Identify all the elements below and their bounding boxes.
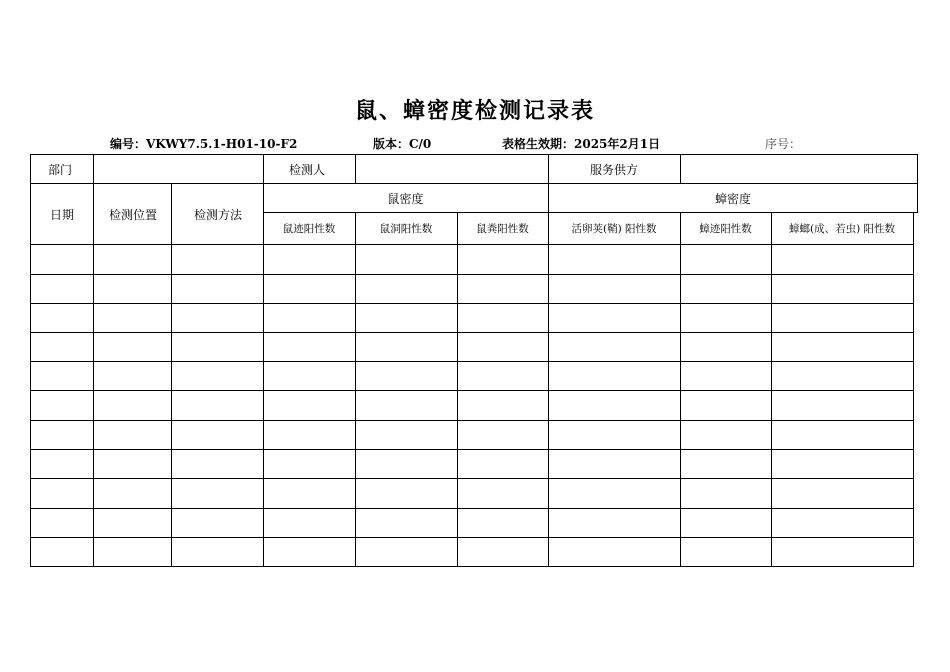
data-row-rules (30, 275, 914, 538)
form-version: 版本：C/0 (373, 137, 432, 151)
dept-label: 部门 (48, 162, 73, 177)
dept-field[interactable] (94, 155, 263, 183)
inspector-label: 检测人 (289, 162, 326, 177)
form-title: 鼠、蟑密度检测记录表 (354, 98, 595, 124)
col-header-rat-hole: 鼠洞阳性数 (379, 223, 433, 235)
rat-density-header: 鼠密度 (387, 191, 424, 206)
date-header: 日期 (49, 207, 74, 222)
col-header-ootheca: 活卵荚(鞘) 阳性数 (571, 223, 657, 235)
col-header-roach-track: 蟑迹阳性数 (699, 223, 752, 235)
col-header-rat-droppings: 鼠粪阳性数 (476, 223, 529, 235)
supplier-label: 服务供方 (589, 162, 638, 177)
form-serial-label: 序号： (765, 137, 802, 151)
location-header: 检测位置 (108, 207, 157, 222)
col-header-roach-count: 蟑螂(成、若虫) 阳性数 (788, 223, 896, 235)
supplier-field[interactable] (681, 155, 917, 183)
roach-density-header: 蟑密度 (714, 191, 751, 206)
method-header: 检测方法 (193, 207, 242, 222)
form-code: 编号：VKWY7.5.1-H01-10-F2 (110, 137, 298, 151)
form-effective-date: 表格生效期：2025年2月1日 (502, 137, 661, 151)
col-header-rat-track: 鼠迹阳性数 (282, 223, 336, 235)
inspector-field[interactable] (356, 155, 548, 183)
